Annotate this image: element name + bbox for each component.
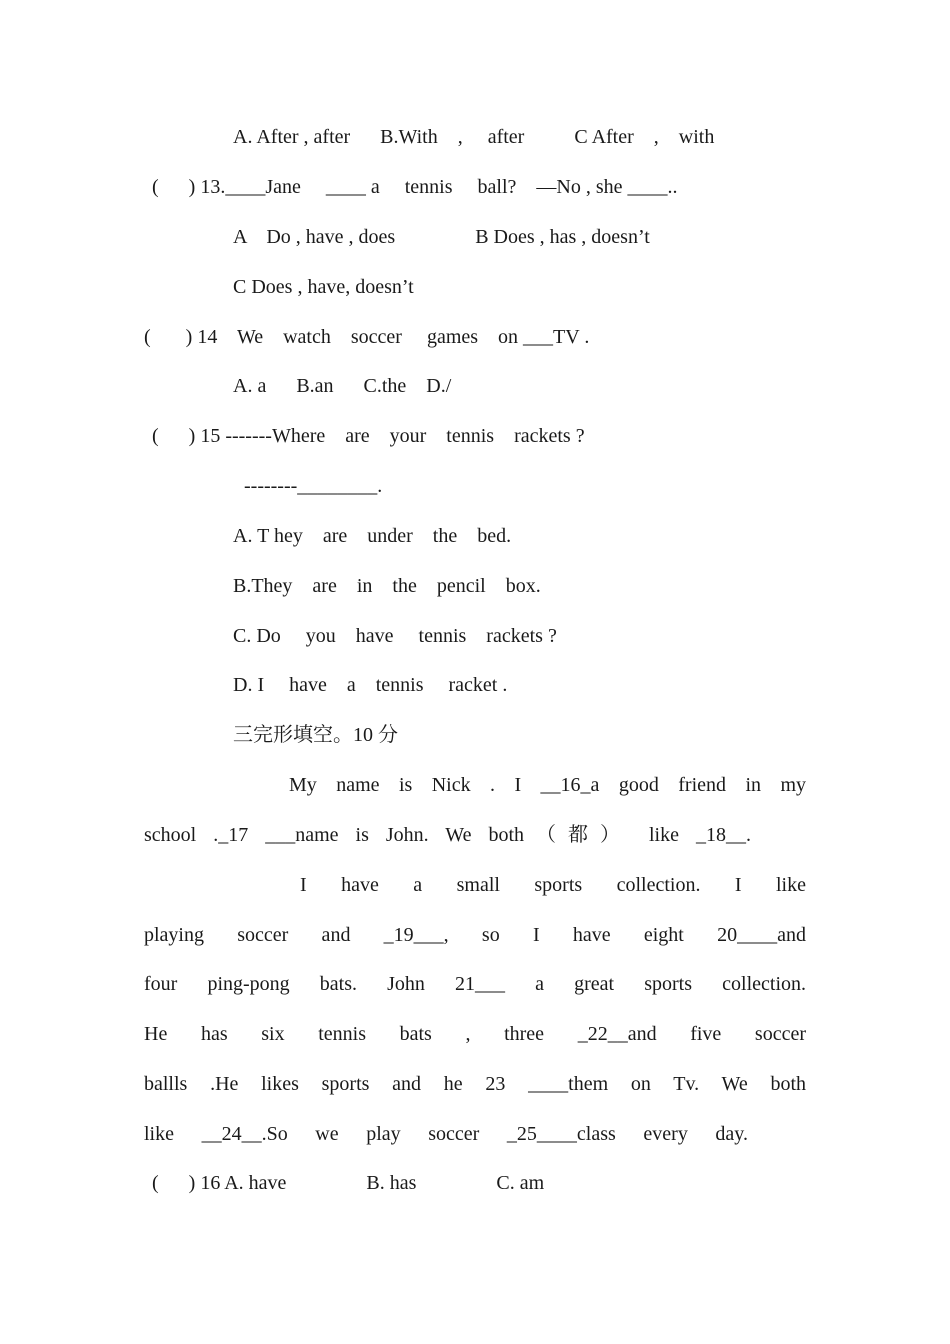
q16-stem: ( ) 16 A. have B. has C. am: [152, 1172, 545, 1194]
passage-line-2: school ._17 ___name is John. We both（都） like _18__.: [144, 824, 751, 846]
q15-stem: ( ) 15 -------Where are your tennis rackets ?: [152, 425, 585, 447]
passage-line-8: like __24__.So we play soccer _25____class every day.: [144, 1123, 748, 1145]
passage-line-1: My name is Nick . I __16_a good friend in my: [289, 774, 806, 796]
passage-line-6: He has six tennis bats , three _22__and five soccer: [144, 1023, 806, 1045]
q14-stem: ( ) 14 We watch soccer games on ___TV .: [144, 326, 590, 348]
passage-line-7: ballls .He likes sports and he 23 ____them on Tv. We both: [144, 1073, 806, 1095]
passage-line-4: playing soccer and _19___, so I have eight 20____and: [144, 924, 806, 946]
q13-options-ab: A Do , have , does B Does , has , doesn’t: [233, 226, 650, 248]
q15-option-a: A. T hey are under the bed.: [233, 525, 512, 547]
q13-option-c: C Does , have, doesn’t: [233, 276, 414, 298]
passage-line-3: I have a small sports collection. I like: [300, 874, 806, 896]
section-heading: 三完形填空。10 分: [233, 724, 398, 746]
q15-option-c: C. Do you have tennis rackets ?: [233, 625, 557, 647]
q12-options: A. After , after B.With , after C After , with: [233, 126, 715, 148]
passage-line-5: four ping-pong bats. John 21___ a great sports collection.: [144, 973, 806, 995]
q15-option-b: B.They are in the pencil box.: [233, 575, 541, 597]
q15-option-d: D. I have a tennis racket .: [233, 674, 508, 696]
q13-stem: ( ) 13.____Jane ____ a tennis ball? —No , she ____..: [152, 176, 678, 198]
q14-options: A. a B.an C.the D./: [233, 375, 452, 397]
q15-answer-blank: --------________.: [244, 475, 383, 497]
